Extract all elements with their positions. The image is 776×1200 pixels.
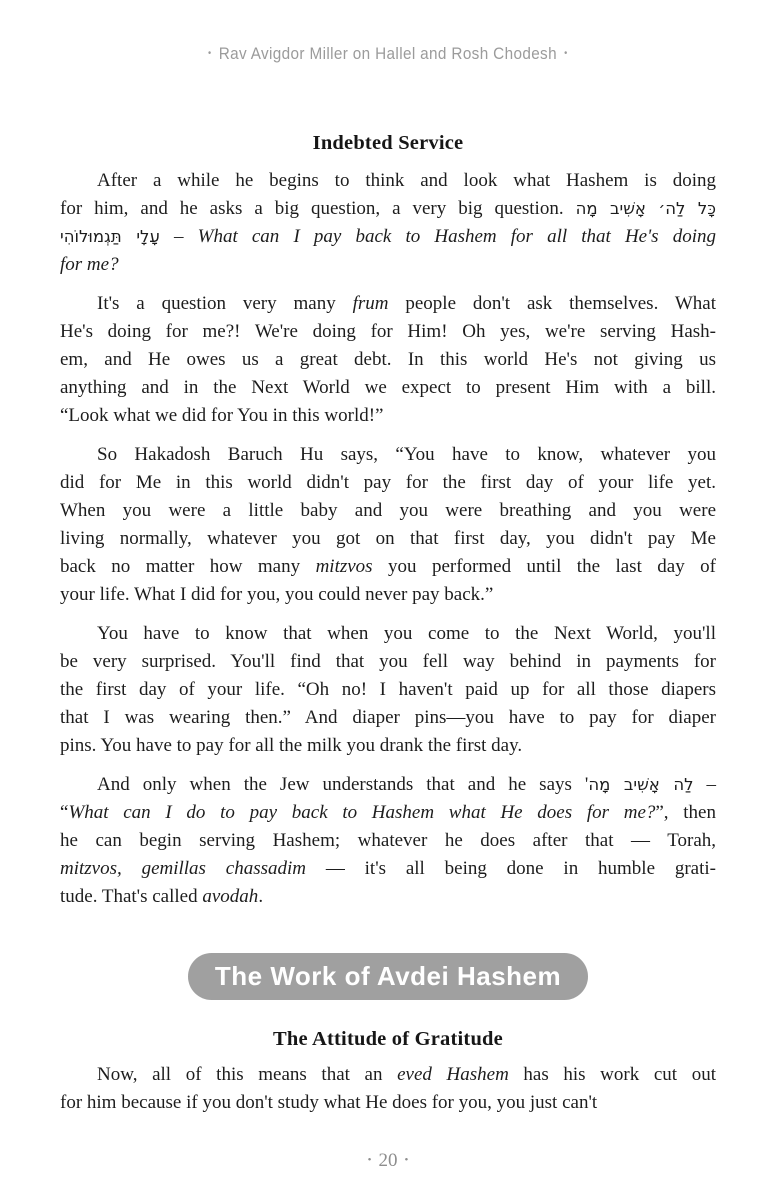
- italic-text-run: eved Hashem: [397, 1064, 509, 1085]
- text-line: [60, 883, 716, 911]
- text-line: [60, 167, 716, 195]
- section-heading-attitude-of-gratitude: The Attitude of Gratitude: [273, 1028, 503, 1050]
- text-line: [60, 648, 716, 676]
- text-run: did for Me in this world didn't pay for the first day of your life yet.: [60, 472, 716, 493]
- text-run: He's doing for me?! We're doing for Him! Oh yes, we're serving Hash-: [60, 321, 716, 342]
- text-line: [60, 441, 716, 469]
- hebrew-phrase: לַה אָשִׁיב מָה: [588, 775, 694, 794]
- header-bullet-right: •: [564, 48, 568, 59]
- text-line: [60, 799, 716, 827]
- text-run: living normally, whatever you got on that first day, you didn't pay Me: [60, 528, 716, 549]
- text-run: So Hakadosh Baruch Hu says, “You have to know, whatever you: [97, 444, 716, 465]
- chapter-banner-wrap: [60, 953, 716, 1000]
- text-run: — it's all being done in humble grati-: [306, 858, 716, 879]
- body-paragraphs-1: [60, 167, 716, 911]
- text-line: [60, 525, 716, 553]
- text-line: [60, 223, 716, 251]
- text-line: [60, 195, 716, 223]
- text-run: .: [258, 886, 264, 907]
- paragraph: [60, 290, 716, 430]
- text-run: people don't ask themselves. What: [388, 293, 716, 314]
- text-run: When you were a little baby and you were breathing and you were: [60, 500, 716, 521]
- text-run: the first day of your life. “Oh no! I haven't paid up for all those diapers: [60, 679, 716, 700]
- text-run: Now, all of this means that an: [97, 1064, 398, 1085]
- paragraph: [60, 441, 716, 609]
- text-run: You have to know that when you come to the Next World, you'll: [97, 623, 716, 644]
- chapter-banner: [188, 953, 588, 1000]
- header-bullet-left: •: [208, 48, 212, 59]
- text-line: [60, 827, 716, 855]
- text-run: “Look what we did for You in this world!”: [60, 405, 384, 426]
- text-run: anything and in the Next World we expect to present Him with a bill.: [60, 377, 716, 398]
- footer-bullet-left: •: [367, 1154, 372, 1166]
- hebrew-phrase: כָּל לַה׳ אָשִׁיב מָה: [575, 199, 716, 218]
- chapter-banner-label: The Work of Avdei Hashem: [214, 961, 562, 991]
- page-footer: [0, 1150, 776, 1172]
- body-paragraphs-2: [60, 1061, 716, 1117]
- text-run: for him, and he asks a big question, a very big question.: [60, 198, 576, 219]
- text-run: pins. You have to pay for all the milk you drank the first day.: [60, 735, 523, 756]
- text-run: “: [60, 802, 69, 823]
- text-line: [60, 704, 716, 732]
- text-run: ”, then: [655, 802, 716, 823]
- text-line: [60, 855, 716, 883]
- text-run: for him because if you don't study what He does for you, you just can't: [60, 1092, 598, 1113]
- text-run: em, and He owes us a great debt. In this world He's not giving us: [60, 349, 716, 370]
- text-line: [60, 402, 716, 430]
- text-line: [60, 346, 716, 374]
- italic-text-run: mitzvos: [315, 556, 373, 577]
- text-line: [60, 771, 716, 799]
- paragraph: [60, 771, 716, 911]
- text-run: back no matter how many: [60, 556, 316, 577]
- text-line: [60, 1061, 716, 1089]
- section-heading-indebted-service: Indebted Service: [312, 132, 464, 154]
- italic-text-run: What can I pay back to Hashem for all that He's doing: [197, 226, 716, 247]
- paragraph: [60, 167, 716, 279]
- text-run: tude. That's called: [60, 886, 203, 907]
- italic-text-run: frum: [352, 293, 389, 314]
- text-run: that I was wearing then.” And diaper pins—you have to pay for diaper: [60, 707, 716, 728]
- text-line: [60, 581, 716, 609]
- text-run: has his work cut out: [508, 1064, 716, 1085]
- italic-text-run: mitzvos, gemillas chassadim: [60, 858, 306, 879]
- text-run: –: [159, 226, 198, 247]
- paragraph: [60, 620, 716, 760]
- text-line: [60, 620, 716, 648]
- text-run: After a while he begins to think and look what Hashem is doing: [97, 170, 716, 191]
- text-run: be very surprised. You'll find that you fell way behind in payments for: [60, 651, 716, 672]
- footer-bullet-right: •: [404, 1154, 409, 1166]
- italic-text-run: for me?: [60, 254, 119, 275]
- page-number: 20: [378, 1150, 398, 1171]
- running-header-title: Rav Avigdor Miller on Hallel and Rosh Chodesh: [218, 44, 558, 63]
- text-run: And only when the Jew understands that and he says ': [97, 774, 589, 795]
- text-run: you performed until the last day of: [372, 556, 716, 577]
- text-line: [60, 251, 716, 279]
- text-line: [60, 1089, 716, 1117]
- text-line: [60, 469, 716, 497]
- text-line: [60, 290, 716, 318]
- text-line: [60, 676, 716, 704]
- text-line: [60, 732, 716, 760]
- text-line: [60, 374, 716, 402]
- text-run: he can begin serving Hashem; whatever he does after that — Torah,: [60, 830, 716, 851]
- text-line: [60, 553, 716, 581]
- text-line: [60, 497, 716, 525]
- text-run: It's a question very many: [97, 293, 353, 314]
- text-run: –: [693, 774, 717, 795]
- italic-text-run: avodah: [202, 886, 259, 907]
- paragraph: [60, 1061, 716, 1117]
- text-run: your life. What I did for you, you could never pay back.”: [60, 584, 494, 605]
- text-line: [60, 318, 716, 346]
- hebrew-phrase: עָלָי תַּגְמוּלוֹהִי: [60, 227, 160, 246]
- italic-text-run: What can I do to pay back to Hashem what He does for me?: [68, 802, 656, 823]
- page-content: [60, 0, 716, 1128]
